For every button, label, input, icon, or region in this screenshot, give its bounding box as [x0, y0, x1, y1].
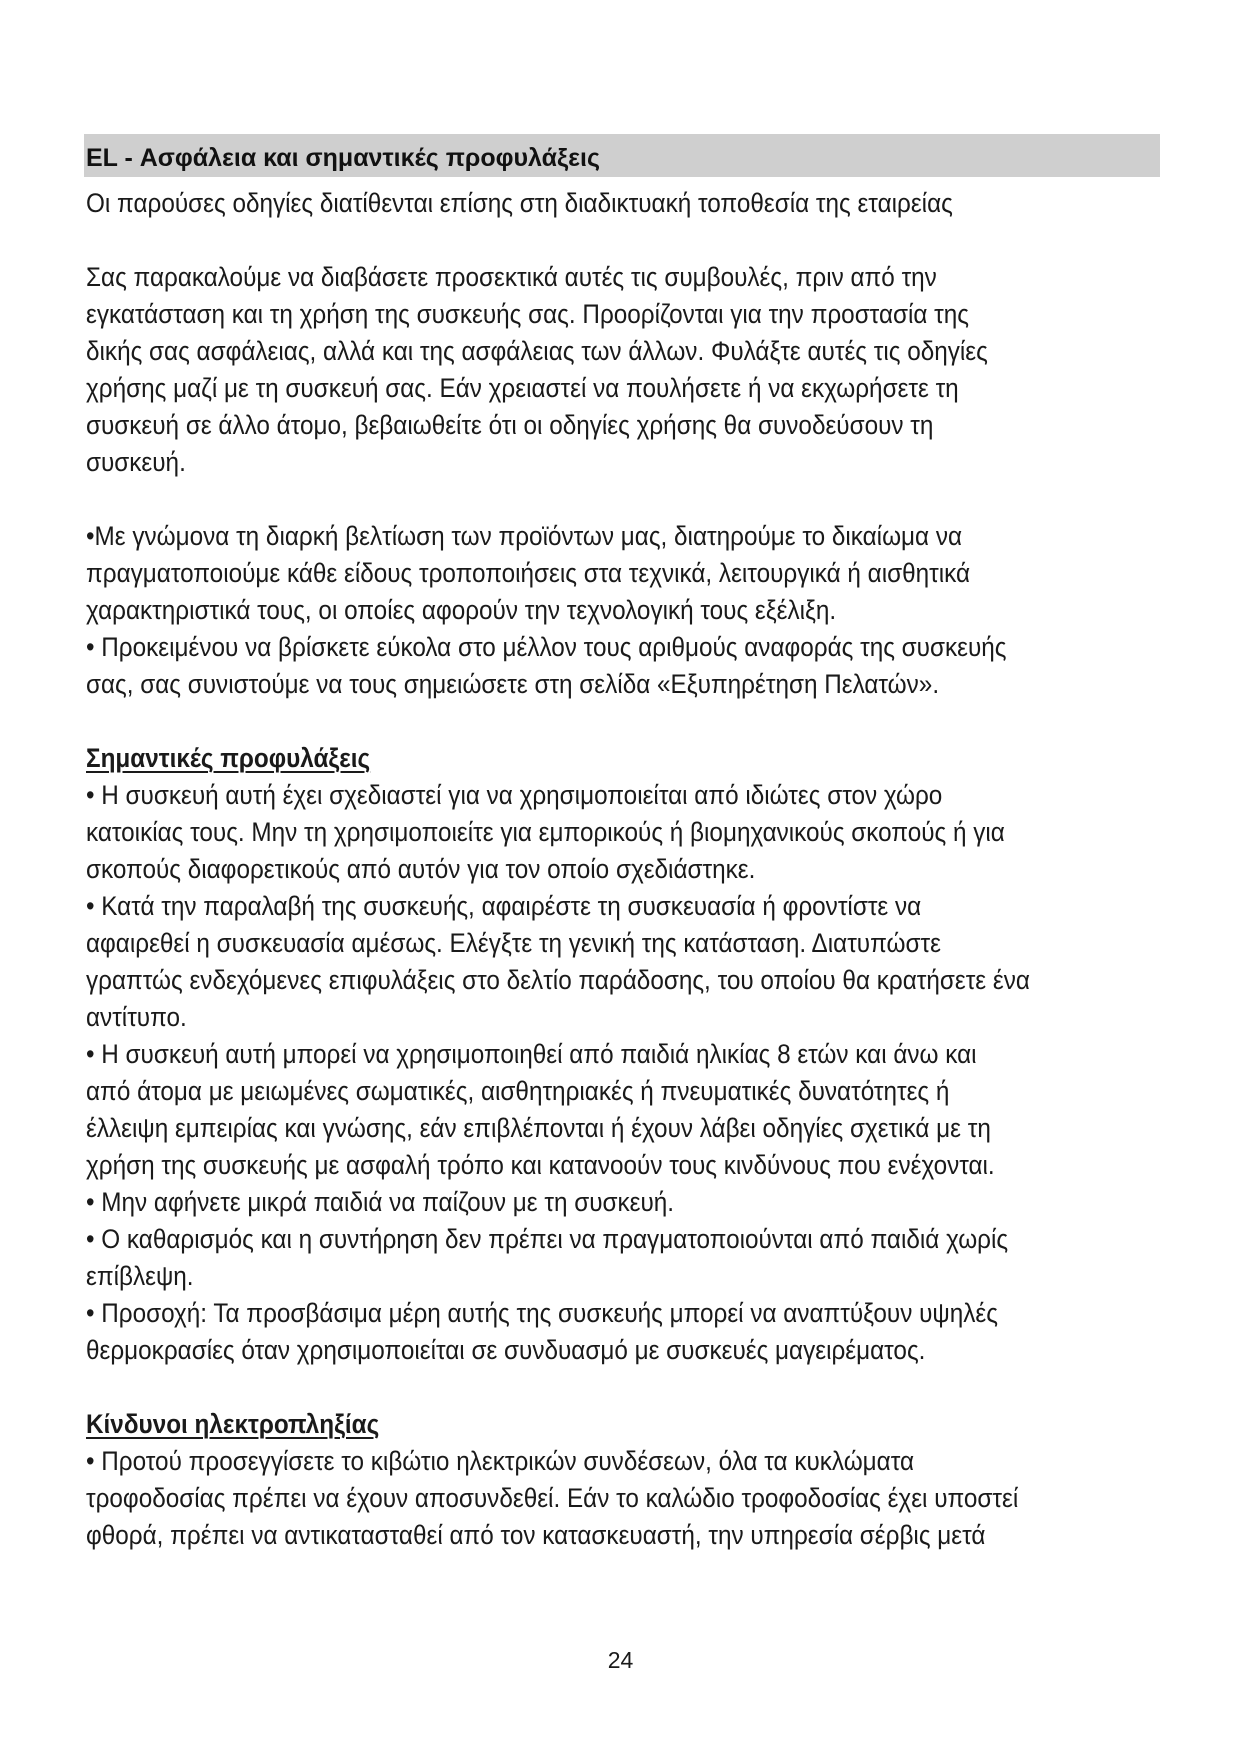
text-line: γραπτώς ενδεχόμενες επιφυλάξεις στο δελτίο παράδοσης, του οποίου θα κρατήσετε ένα [86, 965, 1030, 995]
text-line: • Η συσκευή αυτή έχει σχεδιαστεί για να χρησιμοποιείται από ιδιώτες στον χώρο [86, 780, 943, 810]
text-line: φθορά, πρέπει να αντικατασταθεί από τον κατασκευαστή, την υπηρεσία σέρβις μετά [86, 1520, 986, 1550]
text-line: εγκατάσταση και τη χρήση της συσκευής σας. Προορίζονται για την προστασία της [86, 299, 970, 329]
text-line: δικής σας ασφάλειας, αλλά και της ασφάλειας των άλλων. Φυλάξτε αυτές τις οδηγίες [86, 336, 988, 366]
electric-shock-section [86, 1406, 1058, 1554]
intro-paragraph [86, 259, 1058, 481]
text-line: •Με γνώμονα τη διαρκή βελτίωση των προϊόντων μας, διατηρούμε το δικαίωμα να [86, 521, 963, 551]
text-line: τροφοδοσίας πρέπει να έχουν αποσυνδεθεί. Εάν το καλώδιο τροφοδοσίας έχει υποστεί [86, 1483, 1019, 1513]
text-line: χρήσης μαζί με τη συσκευή σας. Εάν χρειαστεί να πουλήσετε ή να εκχωρήσετε τη [86, 373, 959, 403]
text-line: συσκευή σε άλλο άτομο, βεβαιωθείτε ότι οι οδηγίες χρήσης θα συνοδεύσουν τη [86, 410, 934, 440]
text-line: • Μην αφήνετε μικρά παιδιά να παίζουν με τη συσκευή. [86, 1187, 675, 1217]
text-line: σας, σας συνιστούμε να τους σημειώσετε στη σελίδα «Εξυπηρέτηση Πελατών». [86, 669, 940, 699]
text-line: έλλειψη εμπειρίας και γνώσης, εάν επιβλέπονται ή έχουν λάβει οδηγίες σχετικά με τη [86, 1113, 991, 1143]
text-line: σκοπούς διαφορετικούς από αυτόν για τον οποίο σχεδιάστηκε. [86, 854, 756, 884]
text-line: • Ο καθαρισμός και η συντήρηση δεν πρέπει να πραγματοποιούνται από παιδιά χωρίς [86, 1224, 1009, 1254]
text-line: αντίτυπο. [86, 1002, 187, 1032]
text-line: χαρακτηριστικά τους, οι οποίες αφορούν την τεχνολογική τους εξέλιξη. [86, 595, 837, 625]
paragraph-spacer [86, 481, 1058, 518]
text-line: συσκευή. [86, 447, 186, 477]
important-precautions-section [86, 740, 1058, 1369]
text-line: Σας παρακαλούμε να διαβάσετε προσεκτικά αυτές τις συμβουλές, πριν από την [86, 262, 937, 292]
paragraph-spacer [86, 703, 1058, 740]
section-title-important-precautions: Σημαντικές προφυλάξεις [86, 743, 371, 773]
paragraph-spacer [86, 1369, 1058, 1406]
text-line: • Προσοχή: Τα προσβάσιμα μέρη αυτής της συσκευής μπορεί να αναπτύξουν υψηλές [86, 1298, 998, 1328]
notes-paragraph [86, 518, 1058, 703]
text-line: κατοικίας τους. Μην τη χρησιμοποιείτε για εμπορικούς ή βιομηχανικούς σκοπούς ή για [86, 817, 1005, 847]
page-number: 24 [607, 1647, 634, 1673]
section-title-electric-shock: Κίνδυνοι ηλεκτροπληξίας [86, 1409, 380, 1439]
text-line: • Προκειμένου να βρίσκετε εύκολα στο μέλλον τους αριθμούς αναφοράς της συσκευής [86, 632, 1007, 662]
text-line: • Κατά την παραλαβή της συσκευής, αφαιρέστε τη συσκευασία ή φροντίστε να [86, 891, 922, 921]
page-content [86, 185, 1058, 1554]
website-note: Οι παρούσες οδηγίες διατίθενται επίσης στη διαδικτυακή τοποθεσία της εταιρείας [86, 188, 953, 218]
text-line: αφαιρεθεί η συσκευασία αμέσως. Ελέγξτε τη γενική της κατάσταση. Διατυπώστε [86, 928, 941, 958]
page-title: EL - Ασφάλεια και σημαντικές προφυλάξεις [86, 144, 600, 172]
text-line: από άτομα με μειωμένες σωματικές, αισθητηριακές ή πνευματικές δυνατότητες ή [86, 1076, 950, 1106]
text-line: χρήση της συσκευής με ασφαλή τρόπο και κατανοούν τους κινδύνους που ενέχονται. [86, 1150, 995, 1180]
text-line: επίβλεψη. [86, 1261, 194, 1291]
section-header-bar [84, 134, 1160, 177]
text-line: • Προτού προσεγγίσετε το κιβώτιο ηλεκτρικών συνδέσεων, όλα τα κυκλώματα [86, 1446, 915, 1476]
text-line: θερμοκρασίες όταν χρησιμοποιείται σε συνδυασμό με συσκευές μαγειρέματος. [86, 1335, 926, 1365]
text-line: πραγματοποιούμε κάθε είδους τροποποιήσεις στα τεχνικά, λειτουργικά ή αισθητικά [86, 558, 971, 588]
paragraph-spacer [86, 222, 1058, 259]
text-line: • Η συσκευή αυτή μπορεί να χρησιμοποιηθεί από παιδιά ηλικίας 8 ετών και άνω και [86, 1039, 977, 1069]
